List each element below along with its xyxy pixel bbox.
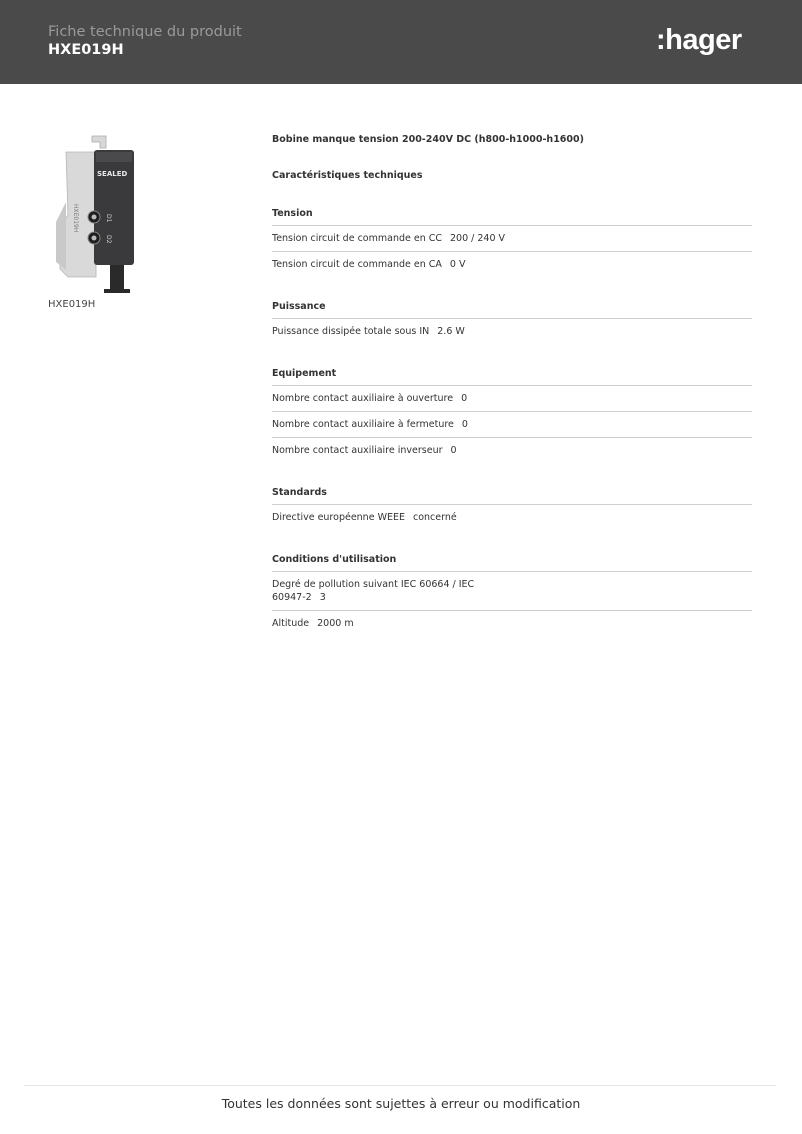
product-reference: HXE019H (48, 42, 124, 58)
spec-value: concerné (412, 512, 457, 523)
spec-group-equipement (272, 368, 752, 463)
group-title: Standards (272, 487, 752, 505)
svg-text:D2: D2 (105, 235, 112, 244)
spec-label: Nombre contact auxiliaire inverseur (272, 445, 443, 456)
spec-value: 3 (319, 592, 326, 603)
spec-label: Tension circuit de commande en CC (272, 233, 443, 244)
spec-row (272, 505, 752, 530)
spec-label: Nombre contact auxiliaire à fermeture (272, 419, 454, 430)
spec-label: Degré de pollution suivant IEC 60664 / IEC 60947-2 (272, 579, 475, 603)
spec-group-conditions (272, 554, 752, 636)
spec-row (272, 226, 752, 252)
spec-label: Tension circuit de commande en CA (272, 259, 442, 270)
specs-heading: Caractéristiques techniques (272, 170, 423, 181)
spec-label: Directive européenne WEEE (272, 512, 405, 523)
spec-row (272, 572, 492, 611)
svg-text:D1: D1 (105, 214, 112, 223)
group-title: Tension (272, 208, 752, 226)
hager-logo: :hager (656, 24, 742, 56)
svg-text:SEALED: SEALED (97, 170, 128, 178)
spec-group-tension (272, 208, 752, 277)
spec-value: 2000 m (317, 618, 354, 629)
spec-group-standards (272, 487, 752, 530)
spec-row (272, 386, 752, 412)
spec-value: 0 V (449, 259, 466, 270)
group-title: Puissance (272, 301, 752, 319)
product-image (44, 134, 144, 296)
product-title: Bobine manque tension 200-240V DC (h800-h1000-h1600) (272, 134, 584, 145)
spec-label: Puissance dissipée totale sous IN (272, 326, 430, 337)
document-subtitle: Fiche technique du produit (48, 24, 242, 40)
spec-row (272, 438, 752, 463)
spec-row (272, 412, 752, 438)
footer-disclaimer: Toutes les données sont sujettes à erreur ou modification (221, 1096, 581, 1111)
group-title: Equipement (272, 368, 752, 386)
spec-content (272, 128, 752, 636)
footer-divider (24, 1085, 776, 1086)
page-header (0, 0, 802, 84)
spec-value: 200 / 240 V (450, 233, 506, 244)
spec-group-puissance (272, 301, 752, 344)
product-image-caption: HXE019H (48, 299, 96, 310)
group-title: Conditions d'utilisation (272, 554, 752, 572)
spec-value: 2.6 W (437, 326, 465, 337)
spec-label: Altitude (272, 618, 310, 629)
spec-row (272, 610, 752, 636)
spec-value: 0 (461, 419, 468, 430)
spec-label: Nombre contact auxiliaire à ouverture (272, 393, 454, 404)
spec-row (272, 252, 752, 277)
svg-text:HXE019H: HXE019H (72, 204, 79, 233)
spec-value: 0 (450, 445, 457, 456)
spec-row (272, 319, 752, 344)
spec-value: 0 (461, 393, 468, 404)
